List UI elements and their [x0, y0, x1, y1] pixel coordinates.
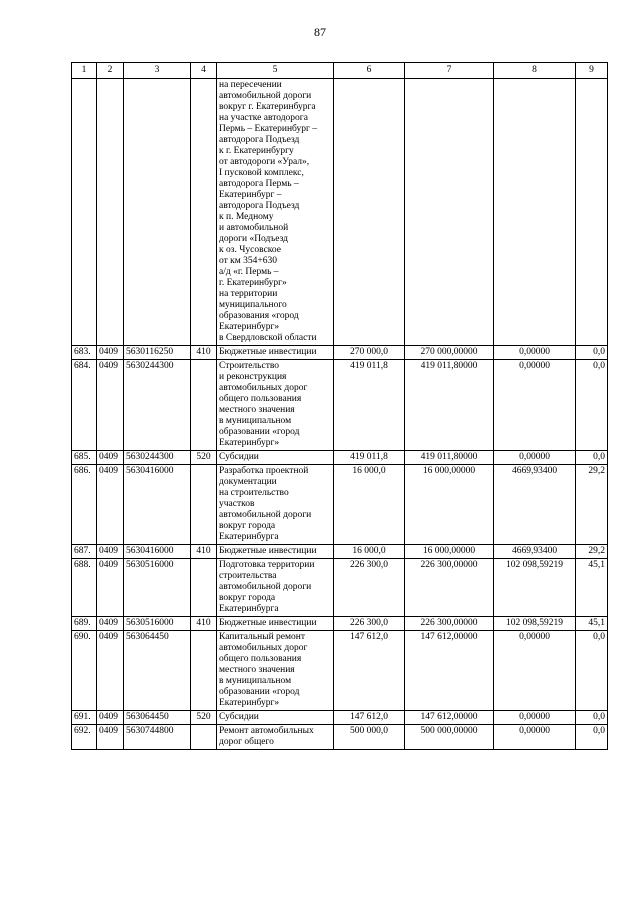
section-code: 0409	[97, 360, 124, 451]
table-header-row	[72, 63, 608, 79]
amount-executed: 0,00000	[494, 711, 576, 725]
table-row	[72, 559, 608, 617]
row-number: 683.	[72, 346, 97, 360]
section-code: 0409	[97, 451, 124, 465]
amount-executed: 0,00000	[494, 451, 576, 465]
amount-planned: 226 300,0	[334, 617, 405, 631]
table-row	[72, 631, 608, 711]
target-article-code	[124, 79, 191, 346]
target-article-code: 563064450	[124, 631, 191, 711]
table-row	[72, 465, 608, 545]
execution-percent: 0,0	[576, 451, 608, 465]
expense-type-code	[191, 559, 217, 617]
column-header-5: 5	[217, 63, 334, 79]
row-number: 690.	[72, 631, 97, 711]
column-header-9: 9	[576, 63, 608, 79]
target-article-code: 5630744800	[124, 725, 191, 750]
item-description: Ремонт автомобильных дорог общего	[217, 725, 334, 750]
table-row	[72, 617, 608, 631]
item-description: Бюджетные инвестиции	[217, 617, 334, 631]
amount-approved	[405, 79, 494, 346]
section-code: 0409	[97, 711, 124, 725]
expense-type-code	[191, 79, 217, 346]
page-number: 87	[314, 25, 326, 39]
expense-type-code	[191, 360, 217, 451]
execution-percent: 0,0	[576, 360, 608, 451]
amount-approved: 226 300,00000	[405, 617, 494, 631]
item-description: Субсидии	[217, 451, 334, 465]
row-number: 691.	[72, 711, 97, 725]
section-code: 0409	[97, 725, 124, 750]
target-article-code: 5630416000	[124, 465, 191, 545]
row-number: 689.	[72, 617, 97, 631]
amount-planned: 16 000,0	[334, 545, 405, 559]
column-header-7: 7	[405, 63, 494, 79]
amount-planned: 270 000,0	[334, 346, 405, 360]
execution-percent: 0,0	[576, 631, 608, 711]
table-row	[72, 346, 608, 360]
amount-executed: 0,00000	[494, 346, 576, 360]
expense-type-code: 520	[191, 451, 217, 465]
execution-percent: 45,1	[576, 617, 608, 631]
execution-percent: 29,2	[576, 465, 608, 545]
section-code: 0409	[97, 465, 124, 545]
target-article-code: 5630516000	[124, 559, 191, 617]
amount-planned: 500 000,0	[334, 725, 405, 750]
amount-approved: 16 000,00000	[405, 465, 494, 545]
section-code: 0409	[97, 559, 124, 617]
row-number	[72, 79, 97, 346]
amount-planned	[334, 79, 405, 346]
section-code: 0409	[97, 617, 124, 631]
column-header-4: 4	[191, 63, 217, 79]
expense-type-code: 410	[191, 545, 217, 559]
expense-type-code	[191, 465, 217, 545]
row-number: 688.	[72, 559, 97, 617]
amount-planned: 16 000,0	[334, 465, 405, 545]
table-row	[72, 545, 608, 559]
execution-percent: 45,1	[576, 559, 608, 617]
execution-percent: 29,2	[576, 545, 608, 559]
target-article-code: 5630516000	[124, 617, 191, 631]
amount-approved: 226 300,00000	[405, 559, 494, 617]
item-description: Субсидии	[217, 711, 334, 725]
target-article-code: 5630116250	[124, 346, 191, 360]
expense-type-code: 410	[191, 346, 217, 360]
column-header-3: 3	[124, 63, 191, 79]
section-code: 0409	[97, 545, 124, 559]
expense-type-code	[191, 725, 217, 750]
target-article-code: 563064450	[124, 711, 191, 725]
column-header-1: 1	[72, 63, 97, 79]
amount-executed: 0,00000	[494, 360, 576, 451]
amount-executed: 0,00000	[494, 725, 576, 750]
amount-planned: 226 300,0	[334, 559, 405, 617]
amount-approved: 270 000,00000	[405, 346, 494, 360]
expense-type-code: 520	[191, 711, 217, 725]
amount-approved: 500 000,00000	[405, 725, 494, 750]
amount-approved: 16 000,00000	[405, 545, 494, 559]
amount-planned: 147 612,0	[334, 631, 405, 711]
table-row	[72, 711, 608, 725]
item-description: Бюджетные инвестиции	[217, 346, 334, 360]
amount-executed: 0,00000	[494, 631, 576, 711]
execution-percent: 0,0	[576, 711, 608, 725]
table-row-continuation	[72, 79, 608, 346]
item-description: Разработка проектной документации на строительство участков автомобильной дороги вокруг города Екатеринбурга	[217, 465, 334, 545]
row-number: 685.	[72, 451, 97, 465]
amount-planned: 147 612,0	[334, 711, 405, 725]
amount-executed: 4669,93400	[494, 465, 576, 545]
amount-executed: 102 098,59219	[494, 617, 576, 631]
amount-approved: 147 612,00000	[405, 711, 494, 725]
row-number: 687.	[72, 545, 97, 559]
section-code: 0409	[97, 631, 124, 711]
amount-approved: 147 612,00000	[405, 631, 494, 711]
column-header-8: 8	[494, 63, 576, 79]
execution-percent	[576, 79, 608, 346]
target-article-code: 5630244300	[124, 360, 191, 451]
amount-planned: 419 011,8	[334, 360, 405, 451]
column-header-6: 6	[334, 63, 405, 79]
expense-type-code	[191, 631, 217, 711]
expense-type-code: 410	[191, 617, 217, 631]
item-description: Капитальный ремонт автомобильных дорог общего пользования местного значения в муниципальном образовании «город Екатеринбург»	[217, 631, 334, 711]
item-description: Бюджетные инвестиции	[217, 545, 334, 559]
amount-approved: 419 011,80000	[405, 451, 494, 465]
row-number: 684.	[72, 360, 97, 451]
amount-approved: 419 011,80000	[405, 360, 494, 451]
execution-percent: 0,0	[576, 725, 608, 750]
row-number: 692.	[72, 725, 97, 750]
table-row	[72, 451, 608, 465]
target-article-code: 5630244300	[124, 451, 191, 465]
row-number: 686.	[72, 465, 97, 545]
table-row	[72, 360, 608, 451]
table-row	[72, 725, 608, 750]
budget-table	[71, 62, 608, 750]
column-header-2: 2	[97, 63, 124, 79]
item-description: на пересечении автомобильной дороги вокруг г. Екатеринбурга на участке автодорога Пермь – Екатеринбург – автодорога Подъезд к г. Екатеринбургу от автодороги «Урал», I пусковой комплекс, автодорога Пермь – Екатеринбург – автодорога Подъезд к п. Медному и автомобильной дороги «Подъезд к оз. Чусовское от км 354+630 а/д «г. Пермь – г. Екатеринбург» на территории муниципального образования «город Екатеринбург» в Свердловской области	[217, 79, 334, 346]
item-description: Подготовка территории строительства автомобильной дороги вокруг города Екатеринбурга	[217, 559, 334, 617]
section-code: 0409	[97, 346, 124, 360]
amount-executed	[494, 79, 576, 346]
item-description: Строительство и реконструкция автомобильных дорог общего пользования местного значения в муниципальном образовании «город Екатеринбург»	[217, 360, 334, 451]
amount-executed: 4669,93400	[494, 545, 576, 559]
execution-percent: 0,0	[576, 346, 608, 360]
amount-executed: 102 098,59219	[494, 559, 576, 617]
target-article-code: 5630416000	[124, 545, 191, 559]
section-code	[97, 79, 124, 346]
amount-planned: 419 011,8	[334, 451, 405, 465]
